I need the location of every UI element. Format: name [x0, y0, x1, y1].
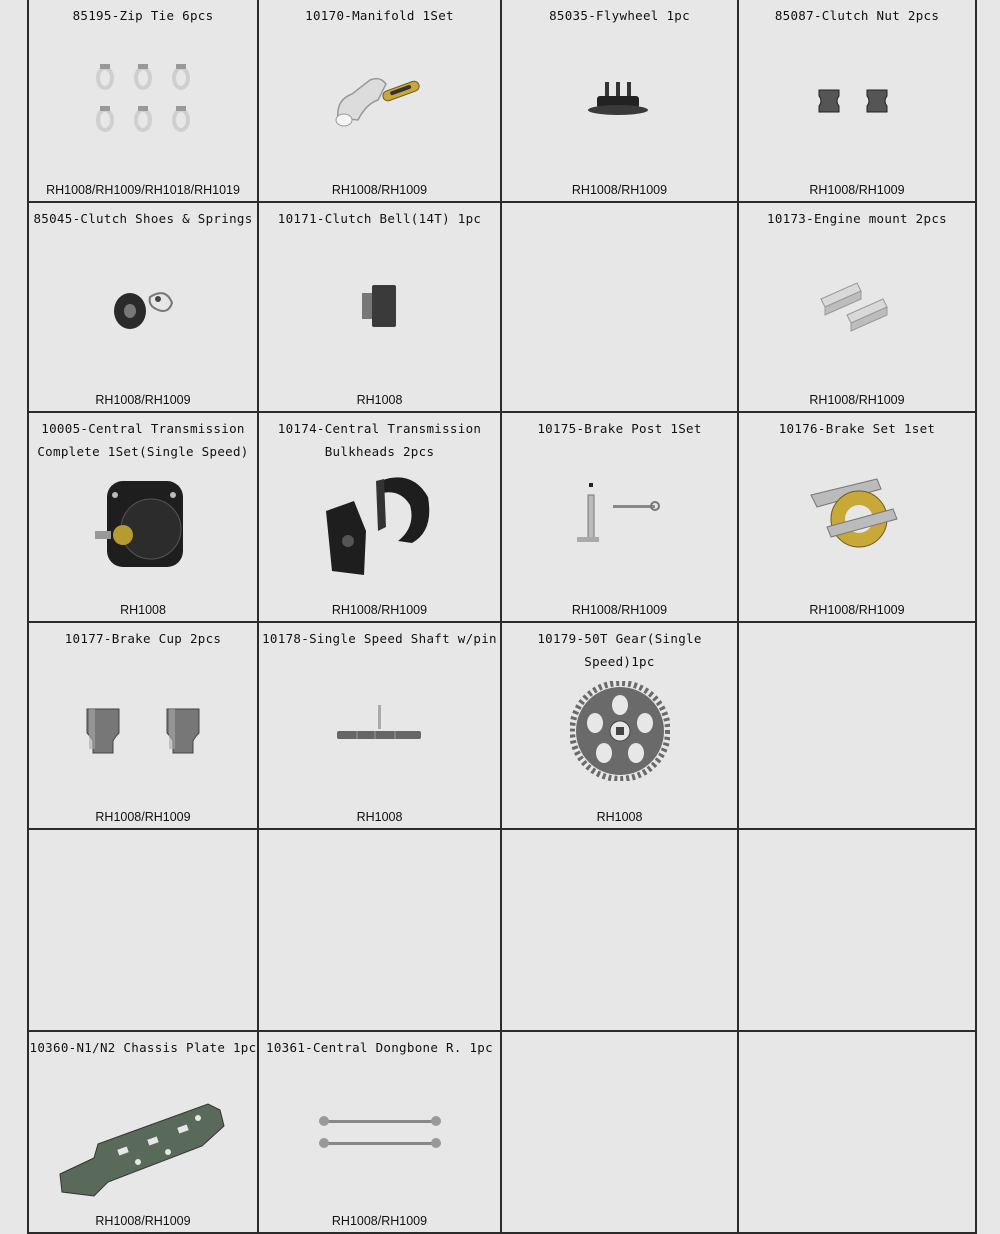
part-title: 85087-Clutch Nut 2pcs	[774, 8, 940, 23]
part-title: 85045-Clutch Shoes & Springs	[33, 211, 253, 226]
part-fitment: RH1008/RH1009	[95, 1214, 191, 1228]
part-fitment: RH1008/RH1009	[331, 603, 428, 617]
part-fitment: RH1008	[356, 810, 403, 824]
gear-icon	[570, 681, 670, 781]
part-cell	[259, 623, 500, 828]
part-title: 10178-Single Speed Shaft w/pin	[262, 631, 497, 646]
bulkheads-icon	[320, 471, 440, 583]
part-fitment: RH1008/RH1009/RH1018/RH1019	[46, 183, 240, 197]
engine-mount-icon	[817, 275, 897, 335]
zip-tie-icon	[83, 60, 203, 140]
part-cell	[29, 1032, 257, 1232]
part-title: 10360-N1/N2 Chassis Plate 1pc	[29, 1040, 257, 1055]
part-fitment: RH1008/RH1009	[331, 183, 428, 197]
part-fitment: RH1008/RH1009	[571, 603, 668, 617]
part-cell	[259, 203, 500, 411]
transmission-icon	[93, 473, 193, 583]
part-fitment: RH1008/RH1009	[95, 810, 191, 824]
part-cell	[739, 623, 975, 828]
part-cell	[502, 623, 737, 828]
part-cell	[739, 413, 975, 621]
part-cell	[739, 0, 975, 201]
part-title: 10361-Central Dongbone R. 1pc	[266, 1040, 493, 1055]
part-fitment: RH1008	[356, 393, 403, 407]
part-title: 10005-Central Transmission Complete 1Set(Single Speed)	[37, 421, 249, 459]
part-cell	[502, 1032, 737, 1232]
part-fitment: RH1008	[596, 810, 643, 824]
brake-post-icon	[575, 481, 665, 551]
clutch-nut-icon	[817, 88, 897, 114]
part-cell	[29, 413, 257, 621]
part-title: 10175-Brake Post 1Set	[537, 421, 702, 436]
flywheel-icon	[585, 80, 655, 120]
part-cell	[739, 203, 975, 411]
part-fitment: RH1008/RH1009	[809, 183, 905, 197]
shaft-icon	[335, 703, 425, 745]
clutch-bell-icon	[360, 283, 400, 329]
dogbone-icon	[318, 1112, 442, 1152]
part-fitment: RH1008/RH1009	[95, 393, 191, 407]
part-title: 10170-Manifold 1Set	[305, 8, 454, 23]
part-cell	[259, 413, 500, 621]
part-title: 10173-Engine mount 2pcs	[767, 211, 947, 226]
part-cell	[259, 0, 500, 201]
brake-set-icon	[807, 475, 907, 557]
part-cell	[259, 830, 500, 1030]
clutch-shoes-icon	[108, 283, 178, 333]
part-fitment: RH1008/RH1009	[331, 1214, 428, 1228]
part-title: 10171-Clutch Bell(14T) 1pc	[277, 211, 482, 226]
part-cell	[502, 413, 737, 621]
manifold-icon	[330, 70, 430, 130]
part-title: 10176-Brake Set 1set	[778, 421, 936, 436]
part-title: 10177-Brake Cup 2pcs	[64, 631, 222, 646]
part-cell	[502, 830, 737, 1030]
part-cell	[739, 830, 975, 1030]
part-title: 10174-Central Transmission Bulkheads 2pcs	[277, 421, 482, 459]
chassis-plate-icon	[58, 1100, 228, 1200]
part-cell	[739, 1032, 975, 1232]
grid-line	[975, 0, 977, 1234]
part-fitment: RH1008/RH1009	[809, 603, 905, 617]
part-cell	[29, 830, 257, 1030]
part-cell	[502, 0, 737, 201]
brake-cup-icon	[83, 707, 203, 757]
part-cell	[259, 1032, 500, 1232]
part-title: 85195-Zip Tie 6pcs	[72, 8, 214, 23]
part-cell	[29, 0, 257, 201]
part-cell	[502, 203, 737, 411]
part-title: 10179-50T Gear(Single Speed)1pc	[537, 631, 702, 669]
part-fitment: RH1008	[120, 603, 166, 617]
part-cell	[29, 203, 257, 411]
part-cell	[29, 623, 257, 828]
part-fitment: RH1008/RH1009	[809, 393, 905, 407]
part-fitment: RH1008/RH1009	[571, 183, 668, 197]
part-title: 85035-Flywheel 1pc	[549, 8, 690, 23]
